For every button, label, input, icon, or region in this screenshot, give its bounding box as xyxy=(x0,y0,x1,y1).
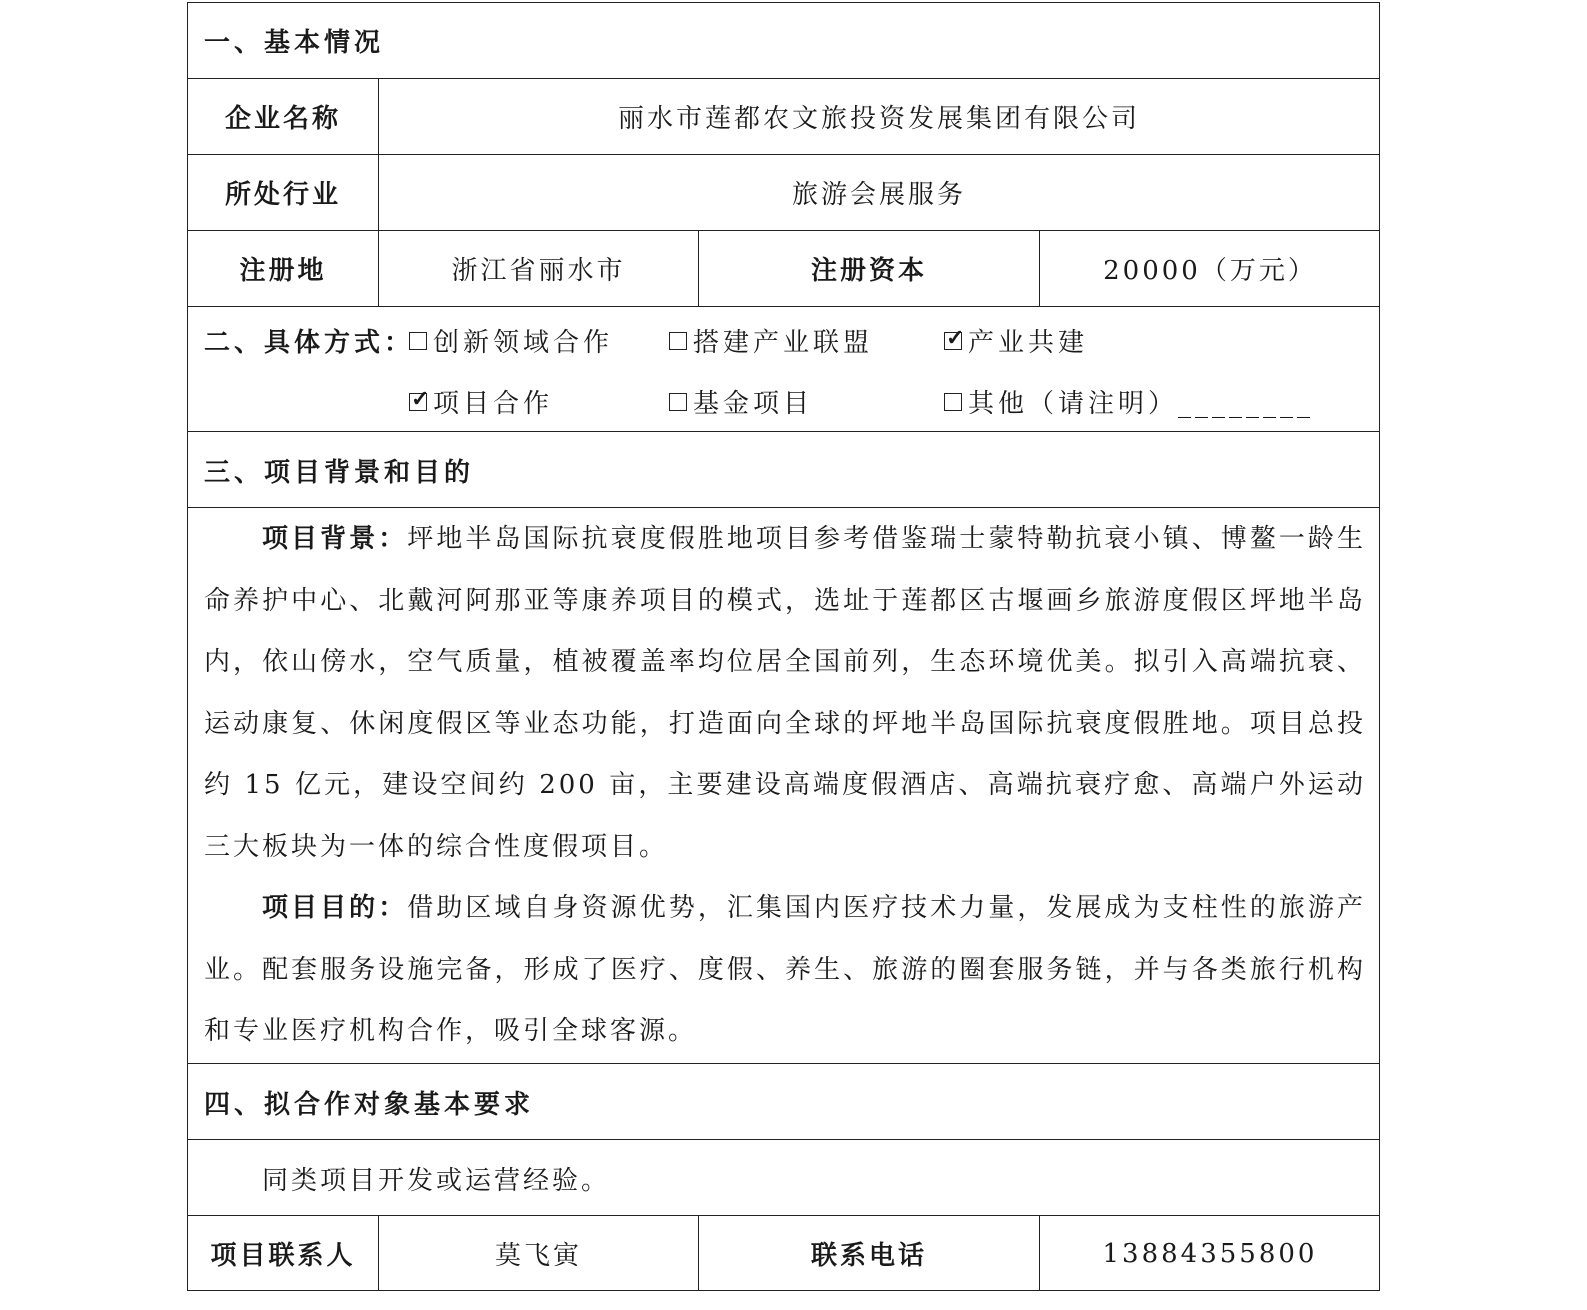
project-purpose-label: 项目目的： xyxy=(262,893,408,923)
partner-requirement-text: 同类项目开发或运营经验。 xyxy=(262,1166,611,1196)
section-requirements-title: 四、拟合作对象基本要求 xyxy=(204,1090,535,1120)
checkbox-icon[interactable] xyxy=(409,332,427,350)
section-background-title: 三、项目背景和目的 xyxy=(204,458,475,488)
option-industry-alliance[interactable]: 搭建产业联盟 xyxy=(669,322,873,359)
option-other[interactable]: 其他（请注明）________ xyxy=(944,383,1314,420)
checkbox-checked-icon[interactable]: ✓ xyxy=(411,385,434,412)
row-divider xyxy=(187,431,1380,432)
registered-place-value: 浙江省丽水市 xyxy=(451,256,626,286)
row-divider xyxy=(187,306,1380,307)
registered-capital-label: 注册资本 xyxy=(810,256,927,286)
contact-person-label: 项目联系人 xyxy=(210,1241,356,1271)
row-divider xyxy=(187,507,1380,508)
row-divider xyxy=(187,1063,1380,1064)
company-name-label: 企业名称 xyxy=(224,104,341,134)
project-purpose-text: 借助区域自身资源优势，汇集国内医疗技术力量，发展成为支柱性的旅游产业。配套服务设施完备，形成了医疗、度假、养生、旅游的圈套服务链，并与各类旅行机构和专业医疗机构合作，吸引全球客源。 xyxy=(204,893,1366,1046)
project-background-label: 项目背景： xyxy=(262,524,408,554)
row-divider xyxy=(187,1139,1380,1140)
project-purpose-paragraph xyxy=(204,878,1366,1063)
option-project-cooperation[interactable]: ✓ 项目合作 xyxy=(411,385,554,419)
contact-phone-label: 联系电话 xyxy=(810,1241,927,1271)
option-industry-co-construction[interactable]: ✓ 产业共建 xyxy=(946,324,1089,358)
industry-value: 旅游会展服务 xyxy=(791,180,966,210)
checkbox-icon[interactable] xyxy=(669,393,687,411)
checkbox-icon[interactable] xyxy=(944,393,962,411)
option-fund-project[interactable]: 基金项目 xyxy=(669,383,813,420)
section-basic-info-title: 一、基本情况 xyxy=(204,28,385,58)
registered-place-label: 注册地 xyxy=(239,256,327,286)
option-innovation-cooperation[interactable]: 创新领域合作 xyxy=(409,322,613,359)
project-background-paragraph xyxy=(204,509,1366,878)
contact-phone-value: 13884355800 xyxy=(1102,1238,1318,1269)
project-background-text: 坪地半岛国际抗衰度假胜地项目参考借鉴瑞士蒙特勒抗衰小镇、博鳌一龄生命养护中心、北戴河阿那亚等康养项目的模式，选址于莲都区古堰画乡旅游度假区坪地半岛内，依山傍水，空气质量，植被覆盖率均位居全国前列，生态环境优美。拟引入高端抗衰、运动康复、休闲度假区等业态功能，打造面向全球的坪地半岛国际抗衰度假胜地。项目总投约 15 亿元，建设空间约 200 亩，主要建设高端度假酒店、高端抗衰疗愈、高端户外运动三大板块为一体的综合性度假项目。 xyxy=(204,524,1366,862)
contact-person-value: 莫飞寅 xyxy=(494,1241,582,1271)
company-name-value: 丽水市莲都农文旅投资发展集团有限公司 xyxy=(617,104,1140,134)
checkbox-checked-icon[interactable]: ✓ xyxy=(946,324,969,351)
section-methods-title: 二、具体方式： xyxy=(204,328,415,358)
registered-capital-value: 20000（万元） xyxy=(1103,256,1317,286)
industry-label: 所处行业 xyxy=(224,180,341,210)
checkbox-icon[interactable] xyxy=(669,332,687,350)
